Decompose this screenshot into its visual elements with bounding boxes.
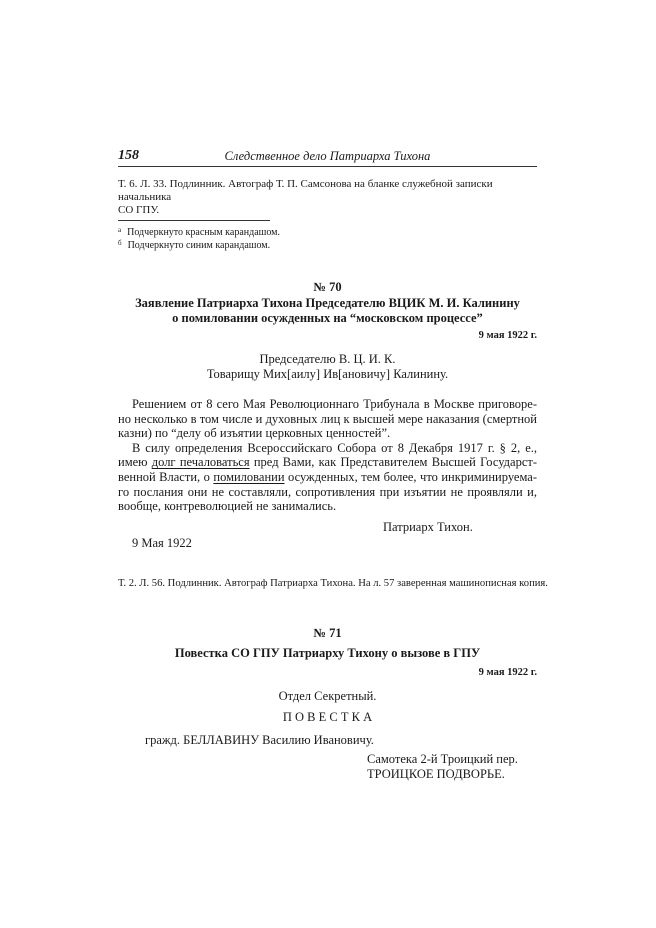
footnote-a xyxy=(118,227,280,239)
body-line: вообще, контреволюцией не занимались. xyxy=(118,499,337,514)
body-line: го послания они не составляли, сопротивления при изъятии не проявляли и, xyxy=(118,484,537,499)
source-note: Т. 2. Л. 56. Подлинник. Автограф Патриарха Тихона. На л. 57 заверенная машинописная копия. xyxy=(118,578,548,589)
address-line: Товарищу Мих[аилу] Ив[ановичу] Калинину. xyxy=(206,367,449,381)
footnote-text: Подчеркнуто синим карандашом. xyxy=(127,240,271,251)
footnote-text: Подчеркнуто красным карандашом. xyxy=(127,227,280,238)
body-line: В силу определения Всероссийскаго Собора от 8 Декабря 1917 г. § 2, е., xyxy=(132,440,537,455)
document-number: № 70 xyxy=(313,280,342,294)
body-line xyxy=(118,470,537,485)
document-date: 9 мая 1922 г. xyxy=(478,667,537,678)
body-line: Решением от 8 сего Мая Революционнаго Трибунала в Москве приговоре- xyxy=(132,397,537,411)
department: Отдел Секретный. xyxy=(278,689,377,703)
page-number: 158 xyxy=(118,148,139,163)
signature-date: 9 Мая 1922 xyxy=(132,536,192,550)
note-line: Т. 6. Л. 33. Подлинник. Автограф Т. П. Самсонова на бланке служебной записки начальника xyxy=(118,178,493,203)
recipient-address xyxy=(367,752,518,782)
header-rule xyxy=(118,166,537,167)
document-date: 9 мая 1922 г. xyxy=(478,330,537,341)
text: осужденных, тем более, что инкриминируема- xyxy=(284,469,537,484)
underlined-text: долг печаловаться xyxy=(151,455,250,470)
addressee xyxy=(118,352,537,382)
body-line xyxy=(118,455,537,470)
text: имею xyxy=(118,455,152,470)
note-line: СО ГПУ. xyxy=(118,204,160,216)
title-line: о помиловании осужденных на “московском процессе” xyxy=(172,311,483,325)
recipient: гражд. БЕЛЛАВИНУ Василию Ивановичу. xyxy=(145,733,374,747)
address-line: Самотека 2-й Троицкий пер. xyxy=(367,752,518,766)
text: венной Власти, о xyxy=(118,469,214,484)
title-line: Заявление Патриарха Тихона Председателю ВЦИК М. И. Калинину xyxy=(135,296,520,310)
footnote-rule xyxy=(118,220,270,221)
footnote-mark: б xyxy=(118,239,122,247)
address-line: ТРОИЦКОЕ ПОДВОРЬЕ. xyxy=(367,767,505,781)
underlined-text: помиловании xyxy=(213,469,285,484)
document-body xyxy=(118,397,537,514)
running-title: Следственное дело Патриарха Тихона xyxy=(224,149,431,163)
signature: Патриарх Тихон. xyxy=(383,520,473,534)
footnote-b xyxy=(118,240,270,252)
previous-source-note xyxy=(118,178,537,217)
document-title xyxy=(118,296,537,326)
summons-heading: П О В Е С Т К А xyxy=(282,710,373,724)
document-number: № 71 xyxy=(313,626,342,640)
document-title: Повестка СО ГПУ Патриарху Тихону о вызове в ГПУ xyxy=(174,646,481,660)
address-line: Председателю В. Ц. И. К. xyxy=(259,352,396,366)
footnote-mark: а xyxy=(118,226,122,234)
body-line: казни) по “делу об изъятии церковных ценностей”. xyxy=(118,426,391,441)
text: пред Вами, как Представителем Высшей Государст- xyxy=(249,455,537,470)
body-line: но несколько в том числе и духовных лиц к высшей мере наказания (смертной xyxy=(118,411,537,426)
